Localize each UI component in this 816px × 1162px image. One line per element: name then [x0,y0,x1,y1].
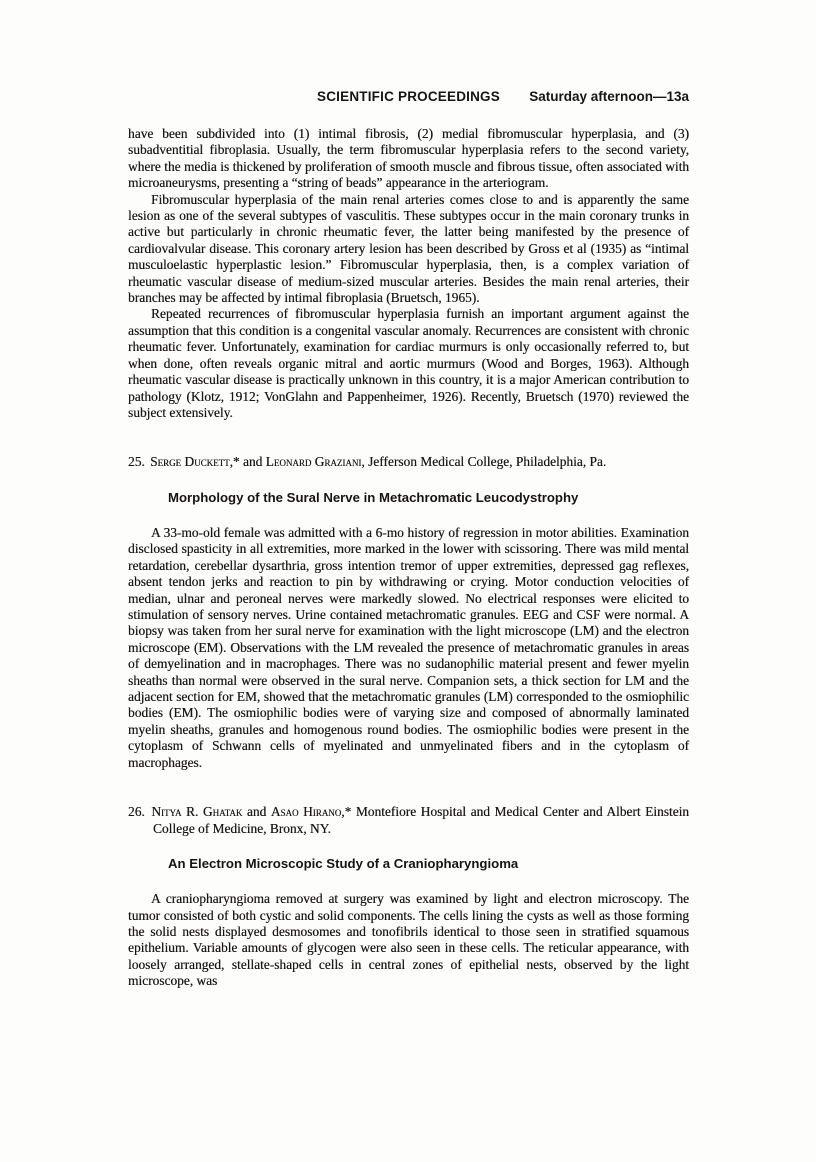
entry-number: 25. [128,454,145,470]
author-name: Asao Hirano,* [270,804,352,819]
author-name: Leonard Graziani, [265,454,365,470]
abstract-title: An Electron Microscopic Study of a Craniopharyngioma [168,856,519,872]
page-header [128,88,689,105]
author-affiliation: Jefferson Medical College, Philadelphia, Pa. [364,454,607,470]
page-content [128,88,689,990]
paragraph: A 33-mo-old female was admitted with a 6-mo history of regression in motor abilities. Examination disclosed spasticity in all extremities, more marked in the lower with scissoring. There was mild mental retardation, cerebellar dysarthria, gross intention tremor of upper extremities, depressed gag reflexes, absent tendon jerks and reaction to pin by withdrawing or crying. Motor conduction velocities of median, ulnar and peroneal nerves were markedly slowed. No electrical responses were elicited to stimulation of sensory nerves. Urine contained metachromatic granules. EEG and CSF were normal. A biopsy was taken from her sural nerve for examination with the light microscope (LM) and the electron microscope (EM). Observations with the LM revealed the presence of metachromatic granules in areas of demyelination and in macrophages. There was no sudanophilic material present and fewer myelin sheaths than normal were observed in the sural nerve. Companion sets, a thick section for LM and the adjacent section for EM, showed that the metachromatic granules (LM) corresponded to the osmiophilic bodies (EM). The osmiophilic bodies were of varying size and composed of abnormally laminated myelin sheaths, granules and homogenous round bodies. The osmiophilic bodies were present in the cytoplasm of Schwann cells of myelinated and unmyelinated fibers and in the cytoplasm of macrophages. [128,524,689,770]
paragraph: A craniopharyngioma removed at surgery was examined by light and electron microscopy. The tumor consisted of both cystic and solid components. The cells lining the cysts as well as those forming the solid nests displayed desmosomes and tonofibrils identical to those seen in stratified squamous epithelium. Variable amounts of glycogen were also seen in these cells. The reticular appearance, with loosely arranged, stellate-shaped cells in central zones of epithelial nests, observed by the light microscope, was [128,891,689,989]
paragraph: have been subdivided into (1) intimal fibrosis, (2) medial fibromuscular hyperplasia, and (3) subadventitial fibroplasia. Usually, the term fibromuscular hyperplasia refers to the second variety, where the media is thickened by proliferation of smooth muscle and fibrous tissue, often associated with microaneurysms, presenting a “string of beads” appearance in the arteriogram. [128,126,689,191]
author-name: Serge Duckett,* [150,454,240,470]
author-name: Nitya R. Ghatak [151,804,243,819]
paragraph: Fibromuscular hyperplasia of the main renal arteries comes close to and is apparently the same lesion as one of the several subtypes of vasculitis. These subtypes occur in the main coronary trunks in active but particularly in chronic rheumatic fever, the latter being manifested by the presence of cardiovalvular disease. This coronary artery lesion has been described by Gross et al (1935) as “intimal musculoelastic hyperplastic lesion.” Fibromuscular hyperplasia, then, is a complex variation of rheumatic vascular disease of medium-sized muscular arteries. Besides the main renal arteries, their branches may be affected by intimal fibroplasia (Bruetsch, 1965). [128,191,689,306]
entry-heading [128,454,689,471]
abstract-body [128,891,689,989]
paragraph: Repeated recurrences of fibromuscular hyperplasia furnish an important argument against the assumption that this condition is a congenital vascular anomaly. Recurrences are consistent with chronic rheumatic fever. Unfortunately, examination for cardiac murmurs is only occasionally referred to, but when done, often reveals organic mitral and aortic murmurs (Wood and Borges, 1963). Although rheumatic vascular disease is practically unknown in this country, it is a major American contribution to pathology (Klotz, 1912; VonGlahn and Pappenheimer, 1926). Recently, Bruetsch (1970) reviewed the subject extensively. [128,306,689,420]
author-connector: and [239,454,266,470]
author-connector: and [242,804,271,819]
entry-heading [128,804,689,837]
abstract-entry-25 [128,454,689,771]
abstract-body [128,525,689,771]
session-page-label: Saturday afternoon—13a [529,89,689,104]
abstract-entry-26 [128,804,689,990]
entry-number: 26. [128,804,145,819]
continuation-section [128,126,689,421]
journal-title: SCIENTIFIC PROCEEDINGS [317,89,500,104]
author-affiliation: Montefiore Hospital and Medical Center and Albert Einstein College of Medicine, Bronx, NY. [153,804,689,836]
abstract-title: Morphology of the Sural Nerve in Metachromatic Leucodystrophy [168,489,579,505]
